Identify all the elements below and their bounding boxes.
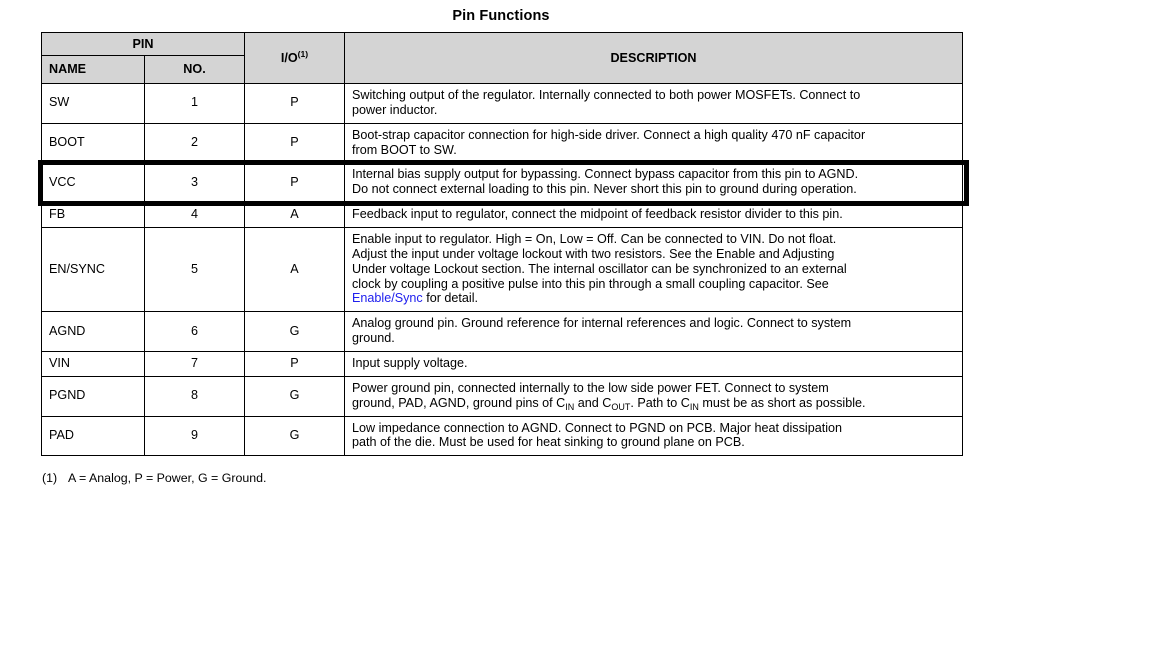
description-subscript: OUT [611,401,631,412]
table-row [42,123,963,163]
cell-pin-name: PAD [42,416,145,456]
enable-sync-link[interactable]: Enable/Sync [352,291,423,306]
footnote [42,471,267,485]
cell-pin-number: 2 [145,123,245,163]
cell-pin-io: G [245,376,345,416]
cell-pin-name: FB [42,203,145,228]
description-line: Do not connect external loading to this pin. Never short this pin to ground during operation. [352,182,857,197]
description-line: from BOOT to SW. [352,142,457,157]
header-io-label: I/O [280,50,298,65]
cell-pin-number: 8 [145,376,245,416]
pin-functions-table [41,32,963,456]
description-line-with-link [352,291,956,306]
cell-pin-name: PGND [42,376,145,416]
cell-pin-description [345,203,963,228]
description-line: Under voltage Lockout section. The internal oscillator can be synchronized to an external [352,261,847,276]
description-line: power inductor. [352,102,438,117]
cell-pin-description [345,312,963,352]
header-name: NAME [42,56,145,84]
header-no: NO. [145,56,245,84]
header-pin-group: PIN [42,33,245,56]
description-line: Feedback input to regulator, connect the midpoint of feedback resistor divider to this pin. [352,207,843,222]
table-header [42,33,963,84]
cell-pin-name: VCC [42,163,145,203]
description-line: Internal bias supply output for bypassing. Connect bypass capacitor from this pin to AGND. [352,167,859,182]
cell-pin-number: 7 [145,352,245,377]
description-text-fragment: . Path to C [630,395,690,410]
description-line: path of the die. Must be used for heat sinking to ground plane on PCB. [352,435,745,450]
description-line: clock by coupling a positive pulse into this pin through a small coupling capacitor. See [352,276,829,291]
cell-pin-description [345,84,963,124]
cell-pin-description [345,123,963,163]
cell-pin-number: 5 [145,228,245,312]
header-io-footnote-mark: (1) [297,48,309,59]
cell-pin-description [345,228,963,312]
description-line: Low impedance connection to AGND. Connect to PGND on PCB. Major heat dissipation [352,420,843,435]
table-body [42,84,963,456]
cell-pin-number: 4 [145,203,245,228]
description-line: Analog ground pin. Ground reference for internal references and logic. Connect to system [352,316,852,331]
description-link-tail: for detail. [422,291,479,306]
cell-pin-io: A [245,203,345,228]
description-line: Input supply voltage. [352,356,468,371]
header-row-top [42,33,963,56]
table-row [42,163,963,203]
cell-pin-io: P [245,84,345,124]
header-description: DESCRIPTION [345,33,963,84]
table-row [42,352,963,377]
cell-pin-name: EN/SYNC [42,228,145,312]
cell-pin-name: VIN [42,352,145,377]
description-line: Power ground pin, connected internally to the low side power FET. Connect to system [352,380,829,395]
description-text-fragment: must be as short as possible. [698,395,866,410]
page-title: Pin Functions [452,8,550,24]
cell-pin-number: 3 [145,163,245,203]
description-line: Boot-strap capacitor connection for high-side driver. Connect a high quality 470 nF capacitor [352,127,866,142]
table-row [42,84,963,124]
cell-pin-name: AGND [42,312,145,352]
cell-pin-io: A [245,228,345,312]
description-line: Enable input to regulator. High = On, Low = Off. Can be connected to VIN. Do not float. [352,232,837,247]
table-row [42,203,963,228]
table-row [42,416,963,456]
cell-pin-io: G [245,416,345,456]
cell-pin-io: P [245,352,345,377]
cell-pin-name: BOOT [42,123,145,163]
description-line: ground. [352,331,395,346]
header-io [245,33,345,84]
cell-pin-number: 1 [145,84,245,124]
description-line-with-subscripts [352,396,956,411]
footnote-text: A = Analog, P = Power, G = Ground. [68,471,267,485]
footnote-mark: (1) [42,471,58,485]
cell-pin-description [345,163,963,203]
cell-pin-number: 9 [145,416,245,456]
table-row [42,312,963,352]
cell-pin-name: SW [42,84,145,124]
cell-pin-number: 6 [145,312,245,352]
description-subscript: IN [689,401,699,412]
table-row [42,376,963,416]
table-row [42,228,963,312]
description-line: Adjust the input under voltage lockout with two resistors. See the Enable and Adjusting [352,246,835,261]
description-subscript: IN [565,401,575,412]
description-text-fragment: ground, PAD, AGND, ground pins of C [352,395,566,410]
description-line: Switching output of the regulator. Internally connected to both power MOSFETs. Connect to [352,88,861,102]
description-text-fragment: and C [574,395,612,410]
cell-pin-description [345,376,963,416]
cell-pin-description [345,416,963,456]
cell-pin-io: P [245,163,345,203]
cell-pin-description [345,352,963,377]
cell-pin-io: G [245,312,345,352]
cell-pin-io: P [245,123,345,163]
